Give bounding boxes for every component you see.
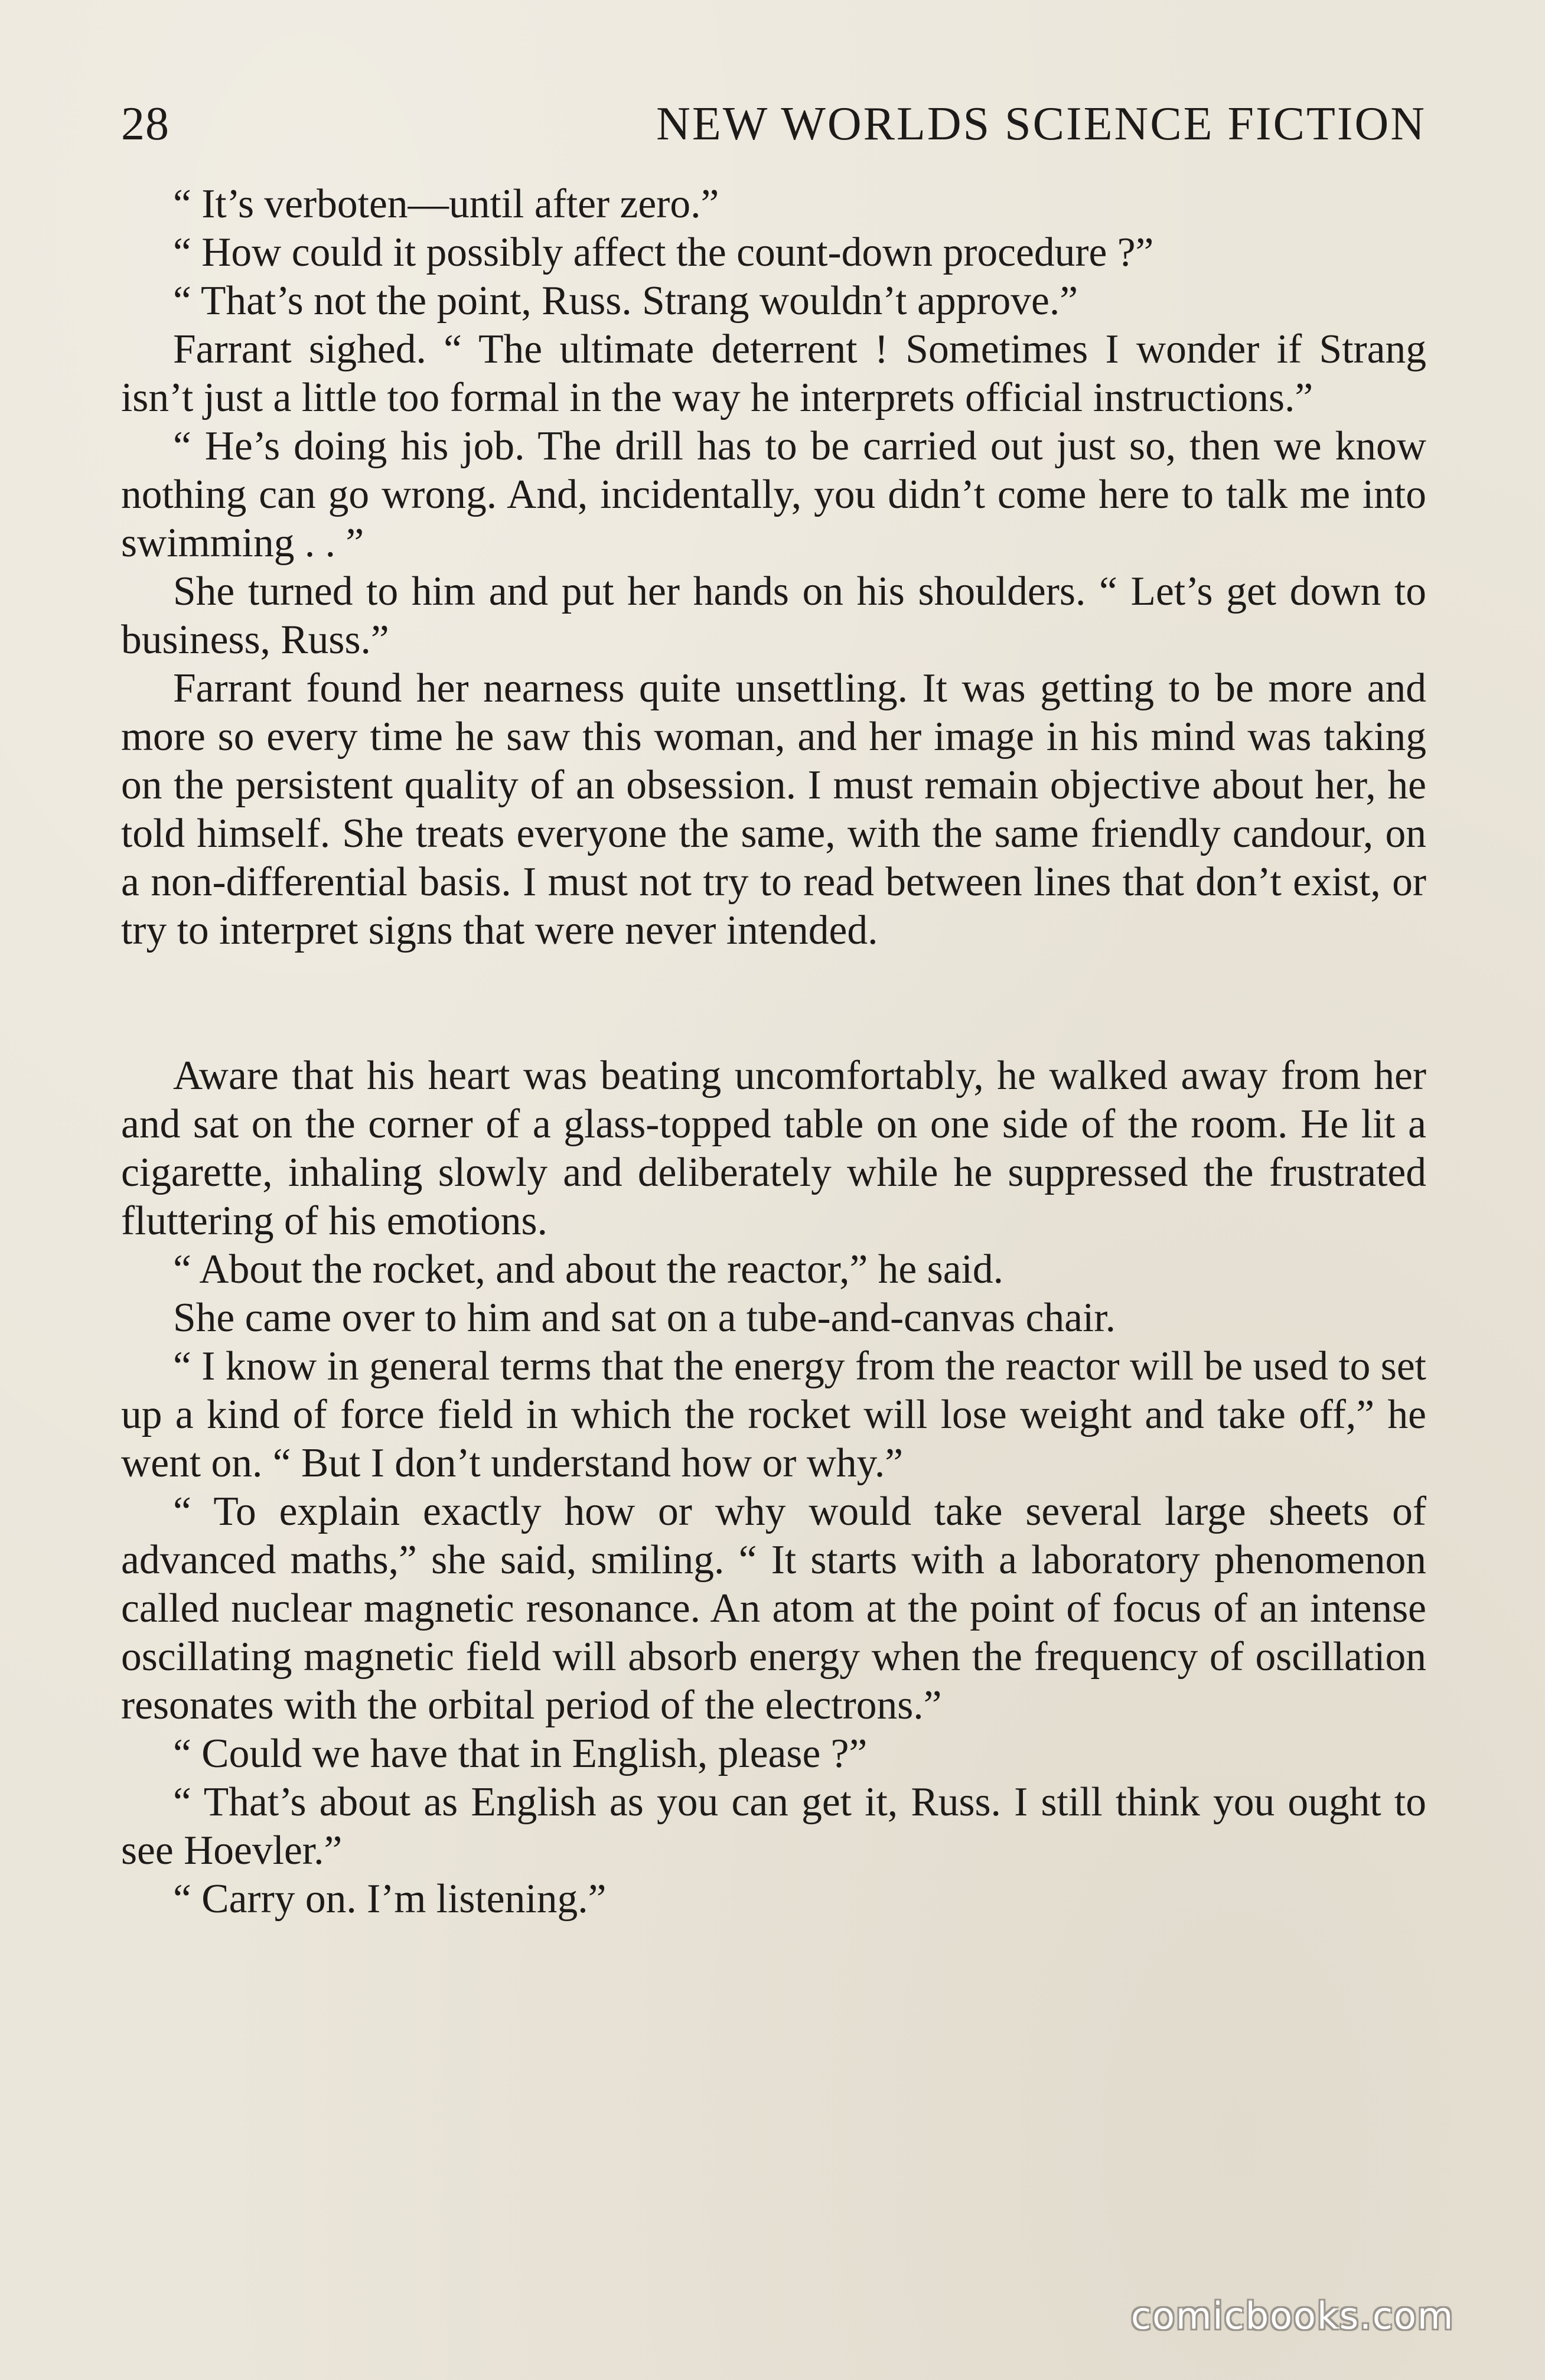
paragraph: Aware that his heart was beating uncomfortably, he walked away from her and sat on the corner of a glass-topped table on one side of the room. He lit a cigarette, inhaling slowly and deliberately while he suppressed the frustrated fluttering of his emotions. xyxy=(121,1053,1426,1244)
page-number: 28 xyxy=(121,98,170,150)
paragraph: “ About the rocket, and about the reactor,” he said. xyxy=(173,1247,1003,1292)
paragraph: “ That’s about as English as you can get it, Russ. I still think you ought to see Hoevler.” xyxy=(121,1779,1426,1873)
paragraph: “ Carry on. I’m listening.” xyxy=(173,1876,607,1922)
paragraph: “ That’s not the point, Russ. Strang wouldn’t approve.” xyxy=(173,278,1078,324)
book-page xyxy=(121,97,1426,1923)
paragraph: Farrant found her nearness quite unsettling. It was getting to be more and more so every time he saw this woman, and her image in his mind was taking on the persistent quality of an obsession. I must remain objective about her, he told himself. She treats everyone the same, with the same friendly candour, on a non-differential basis. I must not try to read between lines that don’t exist, or try to interpret signs that were never intended. xyxy=(121,666,1426,953)
paragraph: “ How could it possibly affect the count-down procedure ?” xyxy=(173,230,1154,275)
running-title: NEW WORLDS SCIENCE FICTION xyxy=(656,98,1426,150)
paragraph: “ To explain exactly how or why would take several large sheets of advanced maths,” she said, smiling. “ It starts with a laboratory phenomenon called nuclear magnetic resonance. An atom at the point of focus of an intense oscillating magnetic field will absorb energy when the frequency of oscillation resonates with the orbital period of the electrons.” xyxy=(121,1489,1426,1728)
paragraph: She turned to him and put her hands on his shoulders. “ Let’s get down to business, Russ.” xyxy=(121,569,1426,663)
site-watermark: comicbooks.com xyxy=(1131,2294,1455,2337)
body-text xyxy=(121,180,1426,1923)
paragraph: “ He’s doing his job. The drill has to be carried out just so, then we know nothing can go wrong. And, incidentally, you didn’t come here to talk me into swimming . . ” xyxy=(121,423,1426,566)
paragraph: Farrant sighed. “ The ultimate deterrent ! Sometimes I wonder if Strang isn’t just a little too formal in the way he interprets official instructions.” xyxy=(121,327,1426,420)
section-break xyxy=(121,955,1426,1052)
paragraph: “ It’s verboten—until after zero.” xyxy=(173,181,719,227)
paragraph: “ Could we have that in English, please ?” xyxy=(173,1731,868,1776)
paragraph: She came over to him and sat on a tube-and-canvas chair. xyxy=(173,1295,1116,1341)
page-header xyxy=(121,97,1426,162)
paragraph: “ I know in general terms that the energy from the reactor will be used to set up a kind of force field in which the rocket will lose weight and take off,” he went on. “ But I don’t understand how or why.” xyxy=(121,1344,1426,1486)
